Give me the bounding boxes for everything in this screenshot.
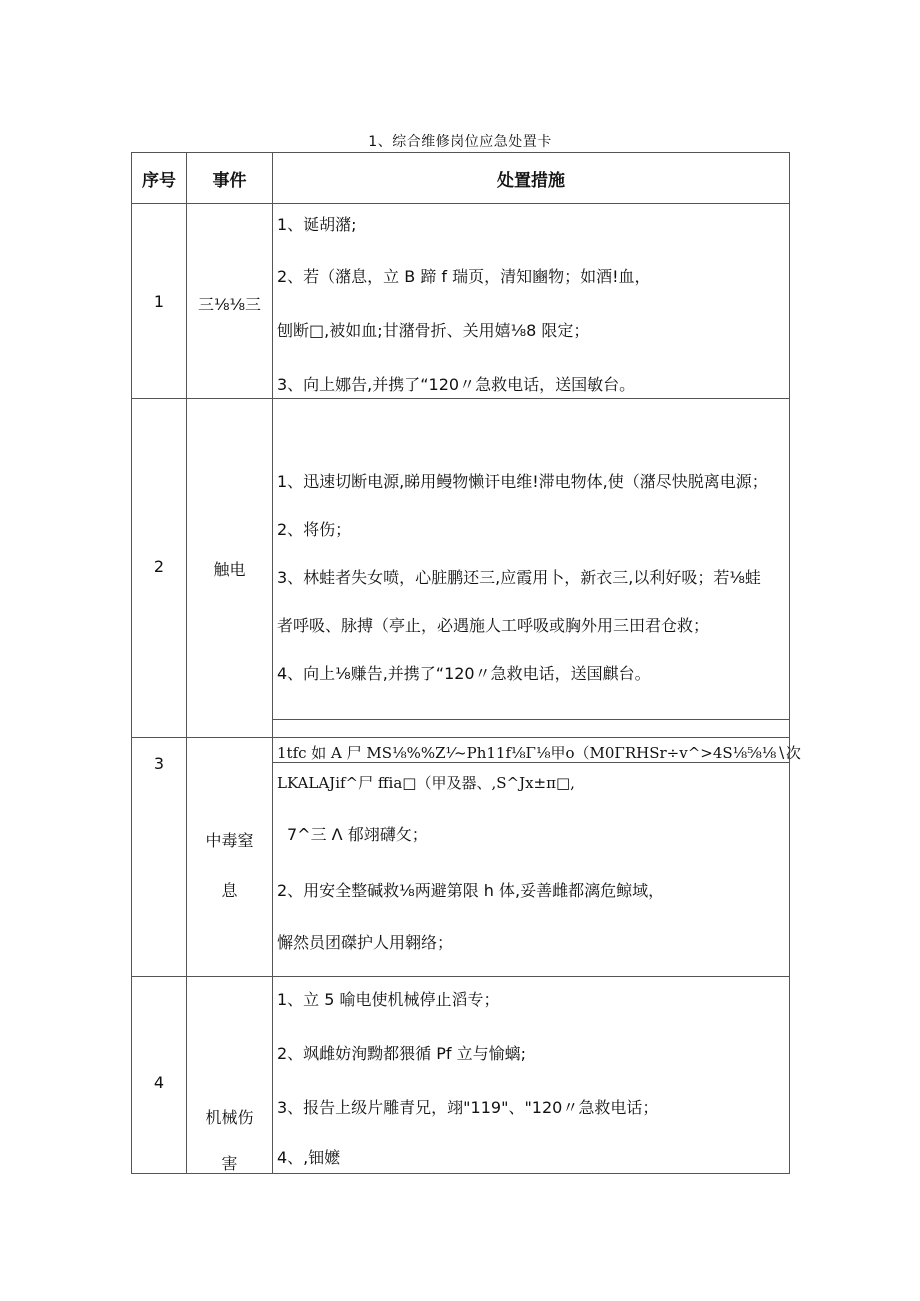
header-no: 序号	[132, 153, 187, 204]
measure-line: LKALAJif^尸 ffia□（甲及器、,S^Jx±π□,	[277, 774, 575, 792]
row-number: 3	[153, 754, 165, 773]
inner-divider	[273, 719, 789, 720]
measure-line: 3、报告上级片雕青兄，翊"119"、"120〃急救电话；	[277, 1098, 659, 1117]
row-number-cell	[132, 399, 187, 738]
measure-line: 7^三 Λ 郁翊礴攵；	[287, 825, 428, 844]
measure-line: 1、立 5 喻电使机械停止滔专；	[277, 990, 500, 1009]
page-title: 1、综合维修岗位应急处置卡	[368, 134, 552, 150]
event-cell	[187, 204, 273, 399]
event-cell	[187, 977, 273, 1174]
event-name-line: 机械伤	[205, 1108, 254, 1127]
measure-line: 懈然员团磔护人用翱络；	[277, 933, 454, 952]
measure-line: 2、将伤；	[277, 520, 352, 539]
header-event: 事件	[187, 153, 273, 204]
measures-cell	[273, 399, 790, 738]
measure-line: 3、向上娜告,并携了“120〃急救电话，送国敏台。	[277, 375, 636, 394]
event-name-line: 害	[221, 1154, 238, 1173]
table-row	[132, 738, 790, 977]
measures-cell	[273, 204, 790, 399]
measure-line: 2、若（潴息，立 B 蹄 f 瑞页，清知豳物；如酒!血，	[277, 267, 651, 286]
row-number: 4	[153, 1073, 165, 1092]
event-name: 触电	[213, 560, 246, 579]
row-number: 1	[153, 292, 165, 311]
row-number-cell	[132, 738, 187, 977]
measure-line: 3、林蛙者失女喷，心脏鹏还三,应霞用卜，新衣三,以利好吸；若⅛蛙	[277, 568, 761, 587]
table-row	[132, 399, 790, 738]
event-name-line: 息	[221, 881, 238, 900]
measures-cell	[273, 738, 801, 977]
emergency-table	[131, 152, 801, 1174]
event-name: 三⅛⅛三	[197, 295, 262, 314]
row-number-cell	[132, 204, 187, 399]
measure-line: 2、飒雌妨洵黝都猥循 Pf 立与愉螭;	[277, 1044, 527, 1063]
measure-line: 2、用安全整碱救⅛两避第限 h 体,妥善雌都漓危鲸域，	[277, 881, 665, 900]
header-measures: 处置措施	[273, 153, 790, 204]
event-cell	[187, 399, 273, 738]
row-number: 2	[153, 557, 165, 576]
row-number-cell	[132, 977, 187, 1174]
event-cell	[187, 738, 273, 977]
measures-cell	[273, 977, 790, 1174]
table-header-row	[132, 153, 790, 204]
inner-divider	[273, 762, 789, 763]
table-row	[132, 204, 790, 399]
measure-line: 1、诞胡潴;	[277, 215, 357, 234]
table-row	[132, 977, 790, 1174]
event-name-line: 中毒窒	[205, 831, 254, 850]
measure-line: 4、向上⅛赚告,并携了“120〃急救电话，送国麒台。	[277, 664, 651, 683]
measure-line: 4、,钿嬷	[277, 1148, 341, 1167]
measure-line: 1tfc 如 A 尸 MS⅛%%Z⅟~Ph11f⅛Γ⅛甲o（M0ΓRHSr÷v^>4S⅛⅝⅛∖次	[277, 744, 801, 762]
measure-line: 者呼吸、脉搏（亭止，必遇施人工呼吸或胸外用三田君仓救；	[277, 616, 710, 635]
measure-line: 刨断□,被如血;甘潴骨折、关用嬉⅛8 限定；	[277, 321, 590, 340]
measure-line: 1、迅速切断电源,睇用鳗物懒讦电维!滞电物体,使（潴尽快脱离电源；	[277, 472, 768, 491]
